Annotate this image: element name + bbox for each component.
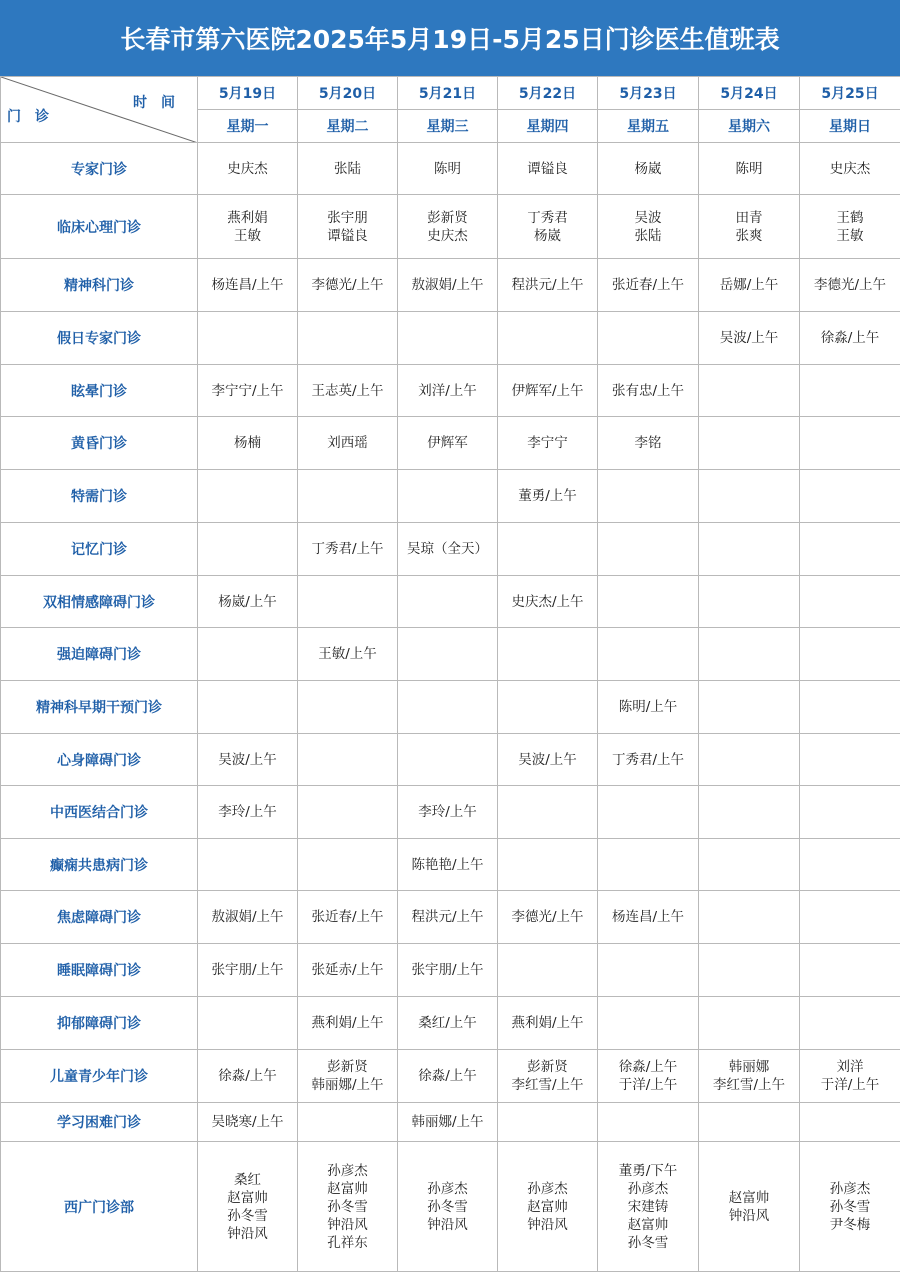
table-row	[1, 1050, 900, 1103]
duty-cell: 丁秀君 杨崴	[498, 195, 598, 259]
duty-cell	[699, 786, 800, 839]
table-row	[1, 470, 900, 523]
duty-cell	[498, 523, 598, 576]
time-label: 时 间	[133, 92, 175, 112]
duty-cell	[800, 891, 900, 944]
table-row	[1, 523, 900, 576]
duty-cell: 程洪元/上午	[398, 891, 498, 944]
table-row	[1, 417, 900, 470]
duty-cell	[800, 523, 900, 576]
duty-cell	[498, 786, 598, 839]
duty-cell: 刘西瑶	[298, 417, 398, 470]
duty-cell	[598, 576, 699, 628]
duty-cell	[298, 734, 398, 786]
duty-cell: 张近春/上午	[598, 259, 699, 312]
clinic-name: 学习困难门诊	[1, 1103, 198, 1142]
duty-cell: 李德光/上午	[800, 259, 900, 312]
duty-cell: 陈明/上午	[598, 681, 699, 734]
duty-cell: 彭新贤 李红雪/上午	[498, 1050, 598, 1103]
duty-cell	[699, 997, 800, 1050]
duty-cell: 王鹤 王敏	[800, 195, 900, 259]
duty-cell	[398, 312, 498, 365]
table-row	[1, 143, 900, 195]
duty-cell: 李宁宁	[498, 417, 598, 470]
clinic-name: 临床心理门诊	[1, 195, 198, 259]
clinic-name: 记忆门诊	[1, 523, 198, 576]
date-header: 5月23日	[598, 77, 699, 110]
clinic-label: 门 诊	[7, 106, 49, 126]
duty-cell	[598, 786, 699, 839]
weekday-header: 星期三	[398, 110, 498, 143]
duty-cell	[800, 839, 900, 891]
table-row	[1, 195, 900, 259]
date-header: 5月21日	[398, 77, 498, 110]
duty-cell	[298, 1103, 398, 1142]
clinic-name: 黄昏门诊	[1, 417, 198, 470]
weekday-header: 星期一	[198, 110, 298, 143]
duty-cell: 张宇朋/上午	[398, 944, 498, 997]
table-row	[1, 312, 900, 365]
duty-cell	[598, 470, 699, 523]
date-header: 5月24日	[699, 77, 800, 110]
duty-cell	[800, 470, 900, 523]
duty-cell: 史庆杰	[198, 143, 298, 195]
duty-cell	[598, 997, 699, 1050]
duty-cell: 杨连昌/上午	[198, 259, 298, 312]
weekday-header: 星期日	[800, 110, 900, 143]
duty-cell: 吴波/上午	[198, 734, 298, 786]
table-row	[1, 944, 900, 997]
duty-cell	[498, 628, 598, 681]
duty-cell	[198, 681, 298, 734]
duty-cell: 杨连昌/上午	[598, 891, 699, 944]
duty-cell	[398, 681, 498, 734]
duty-cell	[198, 312, 298, 365]
duty-cell: 孙彦杰 孙冬雪 尹冬梅	[800, 1142, 900, 1272]
duty-cell: 谭镒良	[498, 143, 598, 195]
clinic-name: 专家门诊	[1, 143, 198, 195]
duty-cell	[198, 839, 298, 891]
duty-cell	[699, 734, 800, 786]
duty-cell	[800, 944, 900, 997]
date-header: 5月22日	[498, 77, 598, 110]
duty-cell: 孙彦杰 赵富帅 孙冬雪 钟沿风 孔祥东	[298, 1142, 398, 1272]
duty-cell	[699, 891, 800, 944]
duty-cell: 岳娜/上午	[699, 259, 800, 312]
duty-cell: 董勇/上午	[498, 470, 598, 523]
duty-cell: 陈艳艳/上午	[398, 839, 498, 891]
table-row	[1, 997, 900, 1050]
duty-cell: 王志英/上午	[298, 365, 398, 417]
duty-cell	[198, 628, 298, 681]
duty-cell: 徐淼/上午 于洋/上午	[598, 1050, 699, 1103]
duty-cell: 张有忠/上午	[598, 365, 699, 417]
duty-cell	[800, 1103, 900, 1142]
table-row	[1, 628, 900, 681]
duty-cell: 孙彦杰 孙冬雪 钟沿风	[398, 1142, 498, 1272]
clinic-name: 西广门诊部	[1, 1142, 198, 1272]
duty-cell: 徐淼/上午	[800, 312, 900, 365]
duty-cell	[598, 312, 699, 365]
duty-cell	[598, 839, 699, 891]
duty-cell	[398, 470, 498, 523]
duty-cell	[699, 417, 800, 470]
duty-cell: 吴波 张陆	[598, 195, 699, 259]
duty-cell	[298, 786, 398, 839]
date-header: 5月19日	[198, 77, 298, 110]
duty-cell	[800, 365, 900, 417]
duty-cell	[398, 576, 498, 628]
clinic-name: 焦虑障碍门诊	[1, 891, 198, 944]
date-header: 5月25日	[800, 77, 900, 110]
duty-cell: 刘洋/上午	[398, 365, 498, 417]
duty-cell	[298, 839, 398, 891]
duty-cell	[800, 681, 900, 734]
duty-cell	[699, 576, 800, 628]
duty-cell	[699, 523, 800, 576]
duty-cell	[699, 365, 800, 417]
page-title: 长春市第六医院2025年5月19日-5月25日门诊医生值班表	[0, 0, 900, 76]
table-row	[1, 365, 900, 417]
table-row	[1, 259, 900, 312]
duty-cell	[699, 1103, 800, 1142]
weekday-header: 星期四	[498, 110, 598, 143]
clinic-name: 睡眠障碍门诊	[1, 944, 198, 997]
duty-cell: 杨崴/上午	[198, 576, 298, 628]
duty-cell	[699, 628, 800, 681]
duty-cell	[800, 997, 900, 1050]
schedule-body	[1, 143, 900, 1272]
table-row	[1, 576, 900, 628]
duty-cell: 李铭	[598, 417, 699, 470]
duty-cell: 张宇朋 谭镒良	[298, 195, 398, 259]
duty-cell	[298, 470, 398, 523]
date-header-row	[1, 77, 900, 110]
duty-cell: 彭新贤 史庆杰	[398, 195, 498, 259]
duty-cell: 李宁宁/上午	[198, 365, 298, 417]
duty-cell	[800, 576, 900, 628]
duty-cell	[398, 628, 498, 681]
clinic-name: 强迫障碍门诊	[1, 628, 198, 681]
duty-cell	[800, 734, 900, 786]
duty-cell	[699, 681, 800, 734]
duty-cell: 吴琼（全天）	[398, 523, 498, 576]
duty-cell	[498, 312, 598, 365]
duty-cell: 韩丽娜 李红雪/上午	[699, 1050, 800, 1103]
duty-cell: 田青 张爽	[699, 195, 800, 259]
duty-cell: 敖淑娟/上午	[398, 259, 498, 312]
duty-cell: 伊辉军/上午	[498, 365, 598, 417]
duty-cell: 彭新贤 韩丽娜/上午	[298, 1050, 398, 1103]
duty-cell	[598, 944, 699, 997]
clinic-name: 精神科门诊	[1, 259, 198, 312]
duty-cell: 杨楠	[198, 417, 298, 470]
clinic-name: 儿童青少年门诊	[1, 1050, 198, 1103]
duty-cell: 王敏/上午	[298, 628, 398, 681]
duty-cell: 吴波/上午	[699, 312, 800, 365]
duty-cell	[800, 417, 900, 470]
duty-cell: 史庆杰/上午	[498, 576, 598, 628]
weekday-header: 星期二	[298, 110, 398, 143]
duty-cell	[398, 734, 498, 786]
clinic-name: 精神科早期干预门诊	[1, 681, 198, 734]
duty-cell	[298, 576, 398, 628]
date-header: 5月20日	[298, 77, 398, 110]
duty-cell: 史庆杰	[800, 143, 900, 195]
clinic-name: 中西医结合门诊	[1, 786, 198, 839]
duty-cell: 吴晓寒/上午	[198, 1103, 298, 1142]
duty-cell: 桑红 赵富帅 孙冬雪 钟沿风	[198, 1142, 298, 1272]
duty-cell	[699, 944, 800, 997]
duty-cell: 赵富帅 钟沿风	[699, 1142, 800, 1272]
table-row	[1, 1142, 900, 1272]
duty-cell: 丁秀君/上午	[298, 523, 398, 576]
duty-cell: 徐淼/上午	[398, 1050, 498, 1103]
table-row	[1, 734, 900, 786]
clinic-name: 假日专家门诊	[1, 312, 198, 365]
duty-cell: 丁秀君/上午	[598, 734, 699, 786]
duty-cell: 燕利娟 王敏	[198, 195, 298, 259]
duty-cell	[598, 523, 699, 576]
duty-cell	[498, 839, 598, 891]
duty-cell: 桑红/上午	[398, 997, 498, 1050]
duty-cell	[598, 628, 699, 681]
duty-cell: 张陆	[298, 143, 398, 195]
table-row	[1, 839, 900, 891]
clinic-name: 抑郁障碍门诊	[1, 997, 198, 1050]
duty-cell	[198, 523, 298, 576]
duty-cell	[298, 681, 398, 734]
clinic-name: 癫痫共患病门诊	[1, 839, 198, 891]
duty-cell	[298, 312, 398, 365]
duty-cell: 张延赤/上午	[298, 944, 398, 997]
duty-cell: 燕利娟/上午	[498, 997, 598, 1050]
weekday-header: 星期六	[699, 110, 800, 143]
clinic-name: 眩晕门诊	[1, 365, 198, 417]
duty-cell: 吴波/上午	[498, 734, 598, 786]
duty-cell: 陈明	[398, 143, 498, 195]
duty-cell: 董勇/下午 孙彦杰 宋建铸 赵富帅 孙冬雪	[598, 1142, 699, 1272]
table-row	[1, 1103, 900, 1142]
duty-cell	[498, 1103, 598, 1142]
duty-cell: 张近春/上午	[298, 891, 398, 944]
corner-header	[1, 77, 198, 143]
duty-schedule-table	[0, 76, 900, 1272]
duty-cell: 徐淼/上午	[198, 1050, 298, 1103]
table-row	[1, 681, 900, 734]
duty-cell	[800, 786, 900, 839]
table-row	[1, 891, 900, 944]
duty-cell: 张宇朋/上午	[198, 944, 298, 997]
duty-cell: 程洪元/上午	[498, 259, 598, 312]
clinic-name: 双相情感障碍门诊	[1, 576, 198, 628]
duty-cell	[800, 628, 900, 681]
duty-cell	[699, 470, 800, 523]
duty-cell: 敖淑娟/上午	[198, 891, 298, 944]
duty-cell: 李德光/上午	[498, 891, 598, 944]
duty-cell: 杨崴	[598, 143, 699, 195]
duty-cell	[198, 470, 298, 523]
weekday-header: 星期五	[598, 110, 699, 143]
duty-cell: 韩丽娜/上午	[398, 1103, 498, 1142]
duty-cell: 刘洋 于洋/上午	[800, 1050, 900, 1103]
duty-cell: 李玲/上午	[398, 786, 498, 839]
duty-cell	[699, 839, 800, 891]
duty-cell	[498, 944, 598, 997]
duty-cell: 陈明	[699, 143, 800, 195]
duty-cell: 伊辉军	[398, 417, 498, 470]
clinic-name: 心身障碍门诊	[1, 734, 198, 786]
clinic-name: 特需门诊	[1, 470, 198, 523]
duty-cell	[598, 1103, 699, 1142]
duty-cell	[198, 997, 298, 1050]
table-row	[1, 786, 900, 839]
duty-cell: 孙彦杰 赵富帅 钟沿风	[498, 1142, 598, 1272]
duty-cell: 李玲/上午	[198, 786, 298, 839]
duty-cell: 燕利娟/上午	[298, 997, 398, 1050]
duty-cell: 李德光/上午	[298, 259, 398, 312]
duty-cell	[498, 681, 598, 734]
